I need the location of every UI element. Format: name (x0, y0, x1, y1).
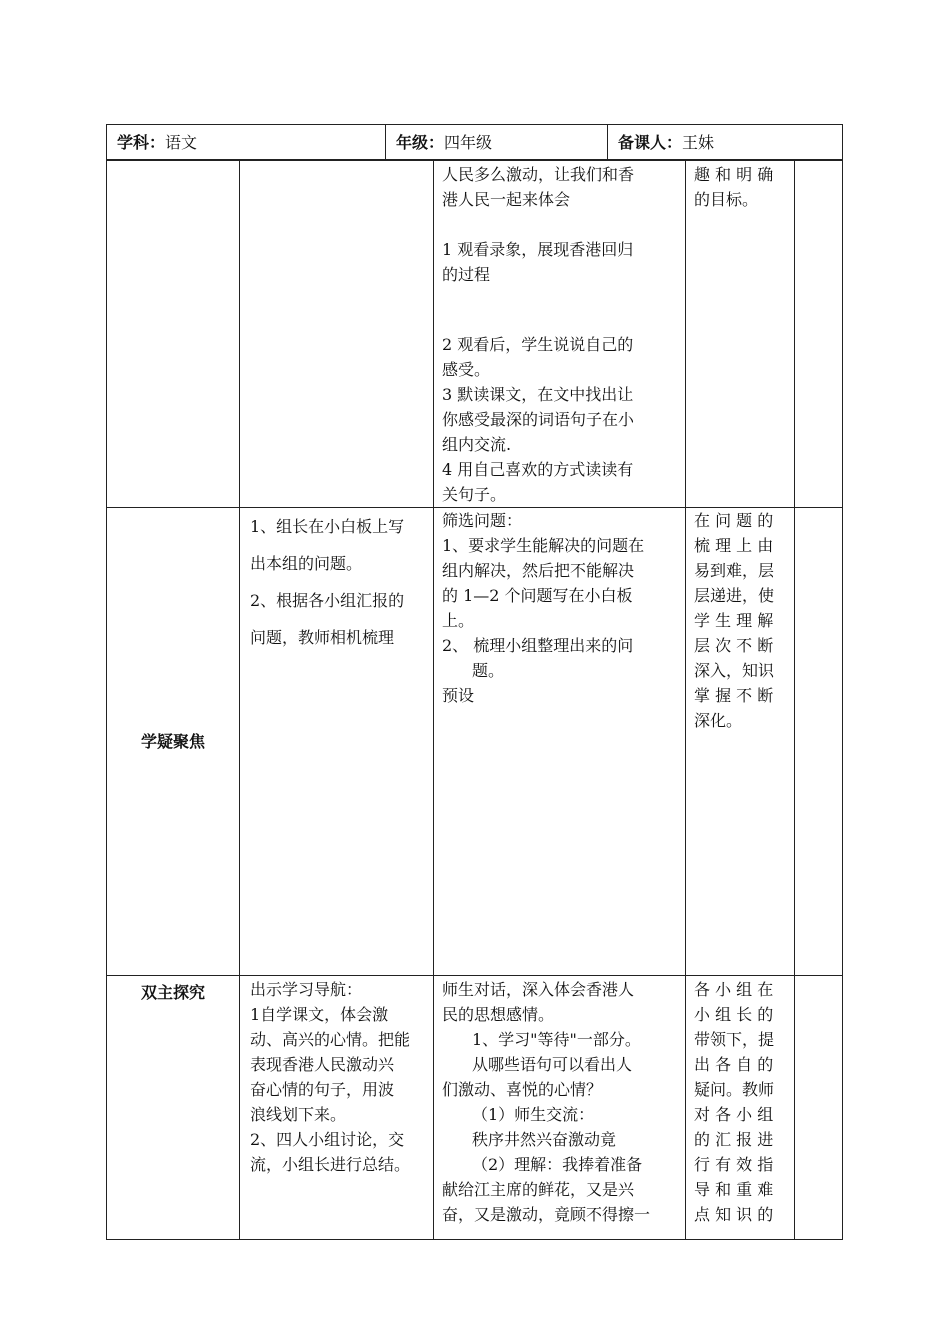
text-line: 们激动、喜悦的心情？ (442, 1080, 603, 1099)
teacher-label: 备课人： (618, 132, 683, 152)
text-line: 4 用自己喜欢的方式读读有 (442, 460, 634, 479)
notes-cell (795, 976, 843, 1240)
student-activity-cell (434, 508, 686, 976)
text-line: 层 次 不 断 (694, 636, 774, 655)
design-intent-cell (686, 161, 795, 508)
table-row (107, 976, 843, 1240)
text-line: 3 默读课文，在文中找出让 (442, 385, 634, 404)
text-line: 献给江主席的鲜花，又是兴 (442, 1180, 635, 1199)
text-line: 师生对话，深入体会香港人 (442, 980, 635, 999)
text-line: 1、学习"等待"一部分。 (472, 1030, 641, 1049)
text-line: 点 知 识 的 (694, 1205, 774, 1224)
text-line: 带领下，提 (694, 1030, 775, 1049)
design-intent-cell (686, 508, 795, 976)
text-line: 疑问。教师 (694, 1080, 775, 1099)
text-line: 浪线划下来。 (250, 1105, 347, 1124)
text-line: 的目标。 (694, 190, 759, 209)
teacher-value: 王妹 (682, 132, 715, 152)
text-line: 小 组 长 的 (694, 1005, 774, 1024)
subject-value: 语文 (165, 132, 198, 152)
text-line: 1 观看录象，展现香港回归 (442, 240, 634, 259)
subject-cell (107, 125, 386, 160)
teacher-activity-cell (240, 508, 434, 976)
text-line: 层递进，使 (694, 586, 775, 605)
student-activity-cell (434, 161, 686, 508)
table-row (107, 508, 843, 976)
text-line: 动、高兴的心情。把能 (250, 1030, 411, 1049)
text-line: 题。 (472, 661, 505, 680)
text-line: 1、组长在小白板上写 (250, 517, 405, 536)
text-line: 组内解决，然后把不能解决 (442, 561, 635, 580)
grade-cell (386, 125, 608, 160)
text-line: 各 小 组 在 (694, 980, 774, 999)
text-line: 导 和 重 难 (694, 1180, 774, 1199)
text-line: （2）理解：我捧着准备 (472, 1155, 643, 1174)
lesson-table (106, 160, 843, 1240)
text-line: 1自学课文，体会激 (250, 1005, 389, 1024)
text-line: 出示学习导航： (250, 980, 363, 999)
text-line: 的 汇 报 进 (694, 1130, 774, 1149)
teacher-activity-cell (240, 976, 434, 1240)
text-line: 1、要求学生能解决的问题在 (442, 536, 645, 555)
text-line: 易到难，层 (694, 561, 775, 580)
text-line: 2、 梳理小组整理出来的问 (442, 636, 634, 655)
text-line: 你感受最深的词语句子在小 (442, 410, 635, 429)
text-line: 掌 握 不 断 (694, 686, 774, 705)
text-line: （1）师生交流： (472, 1105, 595, 1124)
text-line: 2 观看后，学生说说自己的 (442, 335, 634, 354)
text-line: 的 1—2 个问题写在小白板 (442, 586, 633, 605)
text-line: 出 各 自 的 (694, 1055, 774, 1074)
text-line: 感受。 (442, 360, 491, 379)
text-line: 关句子。 (442, 485, 507, 504)
grade-label: 年级： (396, 132, 445, 152)
text-line: 预设 (442, 686, 475, 705)
text-line: 对 各 小 组 (694, 1105, 774, 1124)
text-line: 梳 理 上 由 (694, 536, 774, 555)
teacher-activity-cell (240, 161, 434, 508)
student-activity-cell (434, 976, 686, 1240)
text-line: 奋，又是激动，竟顾不得擦一 (442, 1205, 651, 1224)
text-line: 秩序井然兴奋激动竟 (472, 1130, 617, 1149)
text-line: 深化。 (694, 711, 743, 730)
teacher-cell (608, 125, 843, 160)
text-line: 2、四人小组讨论，交 (250, 1130, 405, 1149)
text-line: 问题，教师相机梳理 (250, 628, 395, 647)
text-line: 流，小组长进行总结。 (250, 1155, 411, 1174)
design-intent-cell (686, 976, 795, 1240)
subject-label: 学科： (117, 132, 166, 152)
text-line: 的过程 (442, 265, 491, 284)
text-line: 趣 和 明 确 (694, 165, 774, 184)
text-line: 出本组的问题。 (250, 554, 363, 573)
text-line: 深入，知识 (694, 661, 775, 680)
text-line: 民的思想感情。 (442, 1005, 555, 1024)
text-line: 筛选问题： (442, 511, 523, 530)
text-line: 港人民一起来体会 (442, 190, 571, 209)
notes-cell (795, 161, 843, 508)
section-cell: 学疑聚焦 (107, 508, 240, 976)
notes-cell (795, 508, 843, 976)
text-line: 在 问 题 的 (694, 511, 774, 530)
text-line: 学 生 理 解 (694, 611, 774, 630)
text-line: 人民多么激动，让我们和香 (442, 165, 635, 184)
section-cell (107, 161, 240, 508)
text-line: 行 有 效 指 (694, 1155, 774, 1174)
grade-value: 四年级 (444, 132, 493, 152)
text-line: 奋心情的句子，用波 (250, 1080, 395, 1099)
text-line: 2、根据各小组汇报的 (250, 591, 405, 610)
section-cell: 双主探究 (107, 976, 240, 1240)
table-row (107, 161, 843, 508)
text-line: 表现香港人民激动兴 (250, 1055, 395, 1074)
header-table (106, 124, 843, 160)
text-line: 组内交流. (442, 435, 512, 454)
text-line: 上。 (442, 611, 475, 630)
text-line: 从哪些语句可以看出人 (472, 1055, 633, 1074)
